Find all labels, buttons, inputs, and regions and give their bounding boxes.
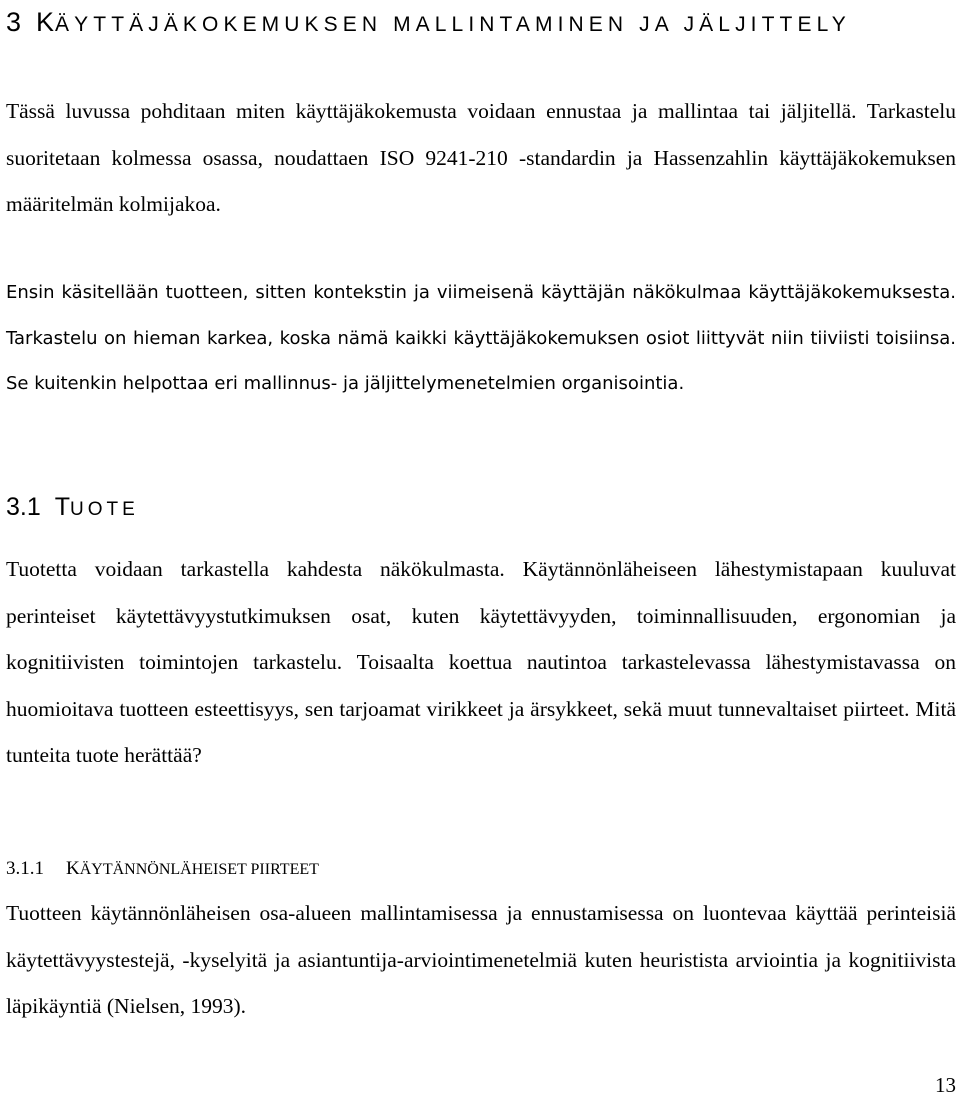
chapter-title-initial: K — [36, 7, 56, 37]
subsection-number: 3.1.1 — [6, 858, 44, 879]
chapter-number: 3 — [6, 7, 22, 37]
subsection-title-initial: K — [66, 858, 80, 879]
second-paragraph: Ensin käsitellään tuotteen, sitten kontekstin ja viimeisenä käyttäjän näkökulmaa käyttäjäkokemuksesta. Tarkastelu on hieman karkea, koska nämä kaikki käyttäjäkokemuksen osiot liittyvät niin tiiviisti toisiinsa. Se kuitenkin helpottaa eri mallinnus- ja jäljittelymenetelmien organisointia. — [6, 282, 956, 394]
chapter-heading — [6, 6, 956, 41]
subsection-title-rest: ÄYTÄNNÖNLÄHEISET PIIRTEET — [79, 861, 319, 878]
section-title-initial: T — [54, 493, 71, 521]
chapter-title-rest: ÄYTTÄJÄKOKEMUKSEN MALLINTAMINEN JA JÄLJITTELY — [55, 13, 851, 36]
practical-paragraph: Tuotteen käytännönläheisen osa-alueen mallintamisessa ja ennustamisessa on luontevaa käyttää perinteisiä käytettävyystestejä, -kyselyitä ja asiantuntija-arviointimenetelmiä kuten heuristista arviointia ja kognitiivista läpikäyntiä (Nielsen, 1993). — [6, 901, 956, 1018]
section-number: 3.1 — [6, 493, 41, 521]
section-heading — [6, 491, 139, 526]
subsection-heading — [6, 854, 319, 885]
product-paragraph: Tuotetta voidaan tarkastella kahdesta näkökulmasta. Käytännönläheiseen lähestymistapaan kuuluvat perinteiset käytettävyystutkimuksen osat, kuten käytettävyyden, toiminnallisuuden, ergonomian ja kognitiivisten toimintojen tarkastelu. Toisaalta koettua nautintoa tarkastelevassa lähestymistavassa on huomioitava tuotteen esteettisyys, sen tarjoamat virikkeet ja ärsykkeet, sekä muut tunnevaltaiset piirteet. Mitä tunteita tuote herättää? — [6, 557, 956, 767]
page-number: 13 — [935, 1073, 956, 1097]
intro-paragraph: Tässä luvussa pohditaan miten käyttäjäkokemusta voidaan ennustaa ja mallintaa tai jäljitellä. Tarkastelu suoritetaan kolmessa osassa, noudattaen ISO 9241-210 -standardin ja Hassenzahlin käyttäjäkokemuksen määritelmän kolmijakoa. — [6, 99, 956, 216]
section-title-rest: UOTE — [70, 499, 139, 520]
